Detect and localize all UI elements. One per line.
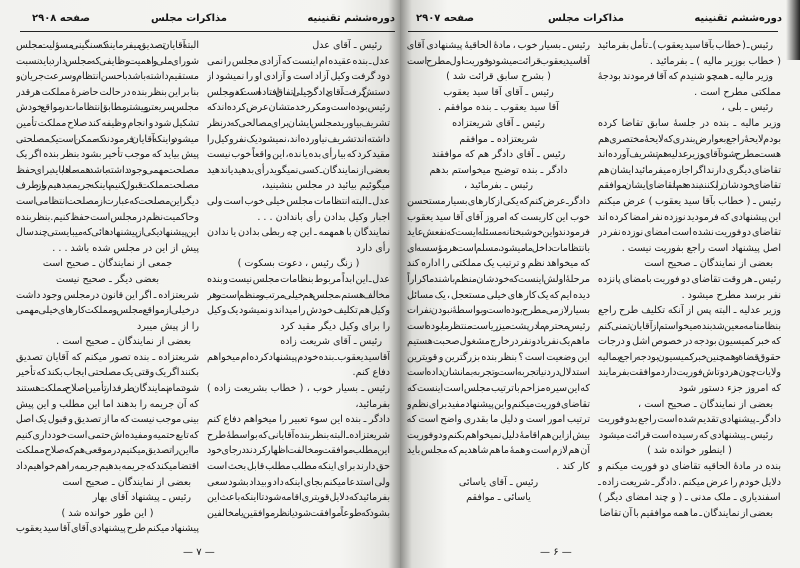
text-line: ( این طور خوانده شد ) bbox=[61, 507, 154, 519]
text-line: رئیس ـ آقای دادگر هم که موافقند bbox=[431, 149, 566, 161]
text-line: که میخواهد نظم و ترتیب یک مملکتی را اداره کند bbox=[407, 258, 590, 270]
text-line: رئیس ـ هر وقت تقاضای دو فوریت بامضای پانزده bbox=[598, 273, 781, 285]
text-line: میشود واینکه آقایان فرمودند که ممکن است یک مصلحتی bbox=[16, 133, 199, 145]
page-header bbox=[20, 13, 395, 29]
text-line: تقاضای خودشان را بکنند بنده هم با تقاضای ایشان موافقم bbox=[598, 180, 781, 192]
text-line: رئیس ـ بسیار خوب ، مادهٔ الحاقیهٔ پیشنهادی آقای bbox=[407, 40, 590, 51]
text-line: که تابع حتمیه ومفیده‌اش حتمی است خود داری‌کنیم bbox=[16, 429, 199, 441]
header-rule bbox=[20, 31, 395, 32]
text-line: مملکتی مطرح است . bbox=[694, 86, 781, 98]
text-column-right bbox=[598, 38, 781, 521]
page-label: صفحه ۲۹۰۸ bbox=[32, 13, 91, 24]
text-line: وزیر عدلیه ـ البته پس از آنکه تکلیف طرح راجع bbox=[598, 305, 781, 317]
text-line: ( خطاب بوزیر مالیه ) ـ بفرمائید . bbox=[649, 55, 781, 67]
text-line: پیشنهاد میکنم طرح پیشنهادی آقای آقا سید یعقوب bbox=[16, 523, 199, 535]
text-line: فرمودند و این خوشبختانه مسئله ایست که نفعش عاید bbox=[407, 227, 590, 239]
text-line: آقا سید یعقوب ـ بنده خودم پیشنهاد کرده ام میخواهم bbox=[207, 351, 390, 363]
text-line: پیش بیاید که موجب تأخیر بشود بنظر بنده اگر یک bbox=[16, 149, 199, 161]
text-line: بنظامنامه معین شد بنده میخواستم از آقایان تمنی کنم bbox=[598, 320, 781, 332]
text-line: تشکیل شود و انجام وظیفه کند صلاح مملکت تأمین bbox=[16, 117, 199, 129]
text-line: بفرمائید، bbox=[355, 398, 390, 410]
text-line: بعضی از نمایندگان ـ ما همه موافقیم با آن تقاضا bbox=[599, 507, 773, 519]
text-line: دیده ایم که یک کار های خیلی مستعجل ، یک مسائل bbox=[407, 289, 590, 301]
text-line: این پیشنهاد یکی از پیشنهاد هائی که میبایستی چندسال bbox=[16, 227, 199, 239]
text-line: شریعتزاده ـ البته بنظر بنده آقایانی که بواسطهٔ طرح bbox=[207, 429, 390, 441]
text-line: ترتیب امور است و دلیل ما بقدری واضح است که bbox=[407, 414, 590, 426]
text-line: رئیس ـ آقای شریعتزاده bbox=[452, 117, 545, 129]
text-line: رئیس ـ ( خطاب بآقا سید یعقوب ) ـ تأمل بفرمائید bbox=[598, 40, 773, 51]
text-line: اجبار وکیل بدادن رأی باندادن . . . bbox=[257, 211, 390, 223]
text-line: مخالف هستم، مجلس هم خیلی مرتب و منظم است و هر bbox=[207, 289, 390, 301]
text-line: که امروز جزء دستور شود bbox=[678, 383, 781, 395]
text-column-right bbox=[207, 38, 390, 521]
text-line: داشته اند تشریف نیاورده اند، نمیشود یک نفر وکیل را bbox=[207, 133, 390, 145]
text-line: وزیر مالیه ـ بنده در جلسهٔ سابق تقاضا کرده bbox=[598, 117, 781, 129]
text-line: نمایندگان با همهمه ـ این چه ربطی بدادن یا ندادن bbox=[207, 227, 390, 239]
text-line: شریعتزاده ـ اگر این قانون درمجلس وجود داشت bbox=[16, 289, 199, 301]
text-line: خوب این کاریست که امروز آقای آقا سید یعقوب bbox=[407, 211, 590, 223]
text-line: بنده در مادهٔ الحاقیه تقاضای دو فوریت میکنم و bbox=[598, 461, 781, 473]
session-label: دوره‌ششم تقنینیه bbox=[694, 13, 782, 24]
text-line: رئیس ـ بفرمائید ، bbox=[464, 180, 533, 192]
text-line: ( زنگ رئیس ، دعوت بسکوت ) bbox=[237, 258, 360, 270]
text-line: ولی استدعا میکنم بجای اینکه داد و بیداد بشود سعی bbox=[207, 476, 390, 488]
text-line: وزیر مالیه ـ همچو شنیدم که آقا فرمودند بودجهٔ bbox=[598, 71, 773, 83]
text-line: بسیار لازمی مطرح بوده است و بواسطهٔ نبودن نفرات bbox=[407, 305, 590, 317]
text-line: رئیس ـ بلی ، bbox=[721, 102, 773, 114]
text-line: تقاضای دو فوریت نشده است امضای نوزده نفر در bbox=[598, 227, 781, 239]
text-line: آن هم لازم است و همهٔ ما هم شاهدیم که مجلس باید bbox=[407, 445, 590, 457]
text-line: بانتظامات داخل ما میشود ، مسلم است هر مؤسسه ای bbox=[407, 242, 590, 254]
text-line: این مطلب موافقت و مخالفت اظهار کردند در جای خود bbox=[207, 445, 390, 457]
text-line: ( اینطور خوانده شد ) bbox=[647, 445, 732, 457]
text-line: که آن جریمه را بدهند اما این مطلب و این پیش bbox=[16, 398, 199, 410]
text-line: رئیس ـ آقای یاسائی bbox=[458, 476, 539, 488]
text-line: ما این را تصدیق میکنیم در موقعی هم که صلاح‌مملکت bbox=[16, 445, 199, 457]
text-line: عدل ـ این ابداً مربوط بنظامات مجلس نیست و بنده bbox=[207, 273, 390, 285]
text-line: جمعی از نمایندگان ـ صحیح است bbox=[42, 258, 173, 270]
text-line: دادگر ـ بنده توضیح میخواستم بدهم bbox=[429, 164, 568, 176]
text-line: هست مطرح شود آقای وزیر عدلیه هم تشریف‌آورده‌اند bbox=[598, 149, 781, 161]
text-line: شود تمام نمایندگان طرفدار تأمین اصلاح مملکت هستند bbox=[16, 383, 199, 395]
text-line: مقید کرد که بیا رأی بده یا نده، این واقعاً خوب نیست bbox=[207, 149, 390, 161]
text-line: بعضی از نمایندگان ـ کسی نمیگوید رأی بدهید یا ندهید bbox=[207, 164, 390, 176]
text-line: را برای وکیل دیگر مقید کرد bbox=[280, 320, 390, 332]
text-line: اصل پیشنهاد است راجع بفوریت نیست . bbox=[621, 242, 781, 254]
page-edge-shadow bbox=[786, 0, 800, 60]
page-label: صفحه ۲۹۰۷ bbox=[416, 13, 475, 24]
text-line: رئیس بوده است و مکرر خدمتشان عرض کرده اند که bbox=[207, 102, 390, 114]
text-line: ( بشرح سابق قرائت شد ) bbox=[446, 71, 551, 83]
right-page bbox=[400, 0, 800, 568]
text-line: عدل ـ البته انتظامات مجلس خیلی خوب است ولی bbox=[207, 195, 390, 207]
text-line: عدل ـ بنده عقیده ام اینست که آزادی مجلس را نمی bbox=[207, 55, 390, 67]
text-line: آقا سید یعقوب قرائت میشود و فوریت اول مطرح است bbox=[407, 55, 590, 67]
text-line: آقا سید یعقوب ـ بنده موافقم . bbox=[438, 102, 559, 114]
text-line: شریعتزاده ـ موافقم bbox=[459, 133, 538, 145]
text-line: رئیس محترم ما درپشت میز ریاست منتظر ما بوده است bbox=[407, 320, 590, 332]
text-line: ما هم یک نفر یا دو نفر درخارج مشغول صحبت هستیم bbox=[407, 336, 590, 348]
text-line: حق دارند برای اینکه مطلب مطلب قابل بحث است bbox=[207, 461, 390, 473]
text-column-left bbox=[16, 38, 199, 537]
header-title: مذاکرات مجلس bbox=[547, 13, 624, 24]
text-line: بعضی از نمایندگان ـ صحیح است . bbox=[56, 336, 191, 348]
text-line: رئیس ـ بسیار خوب ، ( خطاب بشریعت زاده ) bbox=[207, 383, 390, 395]
text-line: این پیشنهادی که فرمودید نوزده نفر امضا کرده اند bbox=[598, 211, 781, 223]
header-rule bbox=[408, 31, 778, 32]
text-line: دادگر ـ عرض کنم که یکی ازکارهای بسیار مستحسن bbox=[407, 195, 590, 207]
text-line: دلایل خودم را عرض میکنم . دادگر ـ شریعت زاده ـ bbox=[598, 476, 781, 488]
text-line: دادگر ـ بنده این سوء تعبیر را میخواهم دفاع کنم bbox=[207, 414, 390, 426]
text-line: استدلال دردنیا تجربه است و تجربه بما نشان داده است bbox=[407, 367, 590, 379]
page-header bbox=[412, 13, 782, 29]
text-line: که خبر کمیسیون بودجه در خصوص اشل و درجات bbox=[598, 336, 781, 348]
text-line: بیش از این هم اقامهٔ دلیل نمیخواهم بکنم و دو فوریت bbox=[407, 429, 590, 441]
text-line: بعضی از نمایندگان ـ صحیح است ، bbox=[638, 398, 773, 410]
text-line: بکنند اگر یک وقتی یک مصلحتی ایجاب بکند که تأخیر bbox=[16, 367, 199, 379]
text-line: دستش گرفت، آقای دادگر خیلی اتفاق افتاده است که در مجلس bbox=[207, 86, 390, 98]
text-column-left bbox=[407, 38, 590, 506]
text-line: مصلحت مملکت قبول کنیم باینکه جریمه بدهیم، و از طرف bbox=[16, 180, 199, 192]
text-line: بعضی از نمایندگان ـ صحیح است bbox=[644, 258, 773, 270]
text-line: میگوئیم بیائید در مجلس بنشینید، bbox=[261, 180, 390, 192]
text-line: دفاع کنم. bbox=[352, 367, 390, 379]
text-line: کار کند . bbox=[556, 461, 590, 473]
text-line: تشریف بیاورید مجلس ایشان برای مصالحی که در نظر bbox=[207, 117, 390, 129]
text-line: رئیس ـ آقای شریعت زاده bbox=[280, 336, 382, 348]
text-line: وکیل هم تکلیف خودش را میداند و نمیشود یک وکیل bbox=[207, 305, 390, 317]
text-line: مرحلهٔ اولش اینست که خودشان منظم باشند ما کراراً bbox=[407, 273, 590, 285]
page-number: — ۶ — bbox=[540, 547, 572, 558]
text-line: بعضی دیگر ـ صحیح نیست bbox=[55, 273, 160, 285]
text-line: در خیلی از مواقع مجلس و مملکت کارهای خیلی مهمی bbox=[16, 305, 199, 317]
text-line: دادگر ـ پیشنهادی تقدیم شده است راجع بدو فوریت bbox=[598, 414, 781, 426]
text-line: حقوق قضاة و همچنین خبر کمیسیون بودجه راجع بمالیه bbox=[598, 351, 781, 363]
text-line: رئیس ـ پیشنهاد آقای بهار bbox=[92, 492, 191, 504]
text-line: بعضی از نمایندگان ـ صحیح است bbox=[62, 476, 191, 488]
text-line: تقاضای دیگری دارند اگر اجازه میفرمائید ایشان هم bbox=[598, 164, 781, 176]
text-line: که این سیره مزاحم با ترتیب مجلس است اینست که bbox=[407, 383, 590, 395]
text-line: شریعتزاده ـ بنده تصور میکنم که آقایان تصدیق bbox=[16, 351, 199, 363]
text-line: بودم لایحهٔ راجع بعوارض بندری که لایحهٔ مختصری هم bbox=[598, 133, 781, 145]
text-line: دیگر این مصلحت که عبارت از مصلحت انتظامی است bbox=[16, 195, 199, 207]
text-line: نفر برسد مطرح میشود . bbox=[681, 289, 781, 301]
text-line: پیش از این در مجلس شده باشد . . . bbox=[52, 242, 199, 254]
text-line: تقاضای فوریت میکنم و این پیشنهاد مفید برای نظم و bbox=[407, 398, 590, 410]
text-line: رأی دارد bbox=[356, 242, 390, 254]
text-line: رئیس ـ پیشنهادی که رسیده است قرائت میشود bbox=[599, 429, 773, 441]
text-line: را از پیش میبرد bbox=[136, 320, 199, 332]
text-line: بنا بر این بنظر بنده در حالت حاضرهٔ مملکت هرقدر bbox=[16, 86, 199, 98]
text-line: البته آقایان تصدیق میفرمایند که سنگینی مسؤلیت مجلس bbox=[16, 40, 199, 51]
text-line: شورای ملی و اهمیت وظایفی که مجلس دارد باید نسبت bbox=[16, 55, 199, 67]
text-line: و حاکمیت نظم در مجلس است حفظ کنیم . بنظربنده bbox=[16, 211, 199, 223]
session-label: دوره‌ششم تقنینیه bbox=[307, 13, 395, 24]
text-line: این وضعیت است ؟ بنظر بنده بزرگترین و قویترین bbox=[407, 351, 590, 363]
text-line: بینی موجب نیست که ما از تصدیق و قبول یک اصل bbox=[16, 414, 199, 426]
text-line: بشود که طوعاً موافقت شود یا نظر موافقین یا مخالفین bbox=[207, 507, 390, 519]
text-line: ولایات چون هر دوتاش فوریت دارد موافقت بفرمایند bbox=[598, 367, 781, 379]
text-line: بفرمائید که دلایل قویتری اقامه شود تا اینکه باعث این bbox=[207, 492, 390, 504]
text-line: مستقیم داشته باشد با حسن انتظام و سرعت جریان و bbox=[16, 71, 199, 83]
text-line: مجلس سریعتر و بیشتر مطابق انتظامات در مواقع خودش bbox=[16, 102, 199, 114]
text-line: اسفندیاری ـ ملک مدنی ـ ( و چند امضای دیگر ) bbox=[598, 492, 781, 504]
header-title: مذاکرات مجلس bbox=[150, 13, 227, 24]
text-line: اقتضا میکند که جریمه بدهیم جریمه را هم خواهیم‌داد bbox=[16, 461, 199, 473]
page-number: — ۷ — bbox=[183, 547, 215, 558]
text-line: دود گرفت وکیل آزاد است و آزادی او را نمیشود از bbox=[207, 71, 390, 83]
text-line: رئیس ـ آقای آقا سید یعقوب bbox=[443, 86, 554, 98]
text-line: یاسائی ـ موافقم bbox=[466, 492, 531, 504]
text-line: رئیس ـ آقای عدل bbox=[312, 40, 382, 51]
text-line: رئیس ـ ( خطاب بآقا سید یعقوب ) عرض میکنم bbox=[598, 195, 781, 207]
text-line: مصلحت مهمی وجود داشته باشد همه ما ها باید برای حفظ bbox=[16, 164, 199, 176]
